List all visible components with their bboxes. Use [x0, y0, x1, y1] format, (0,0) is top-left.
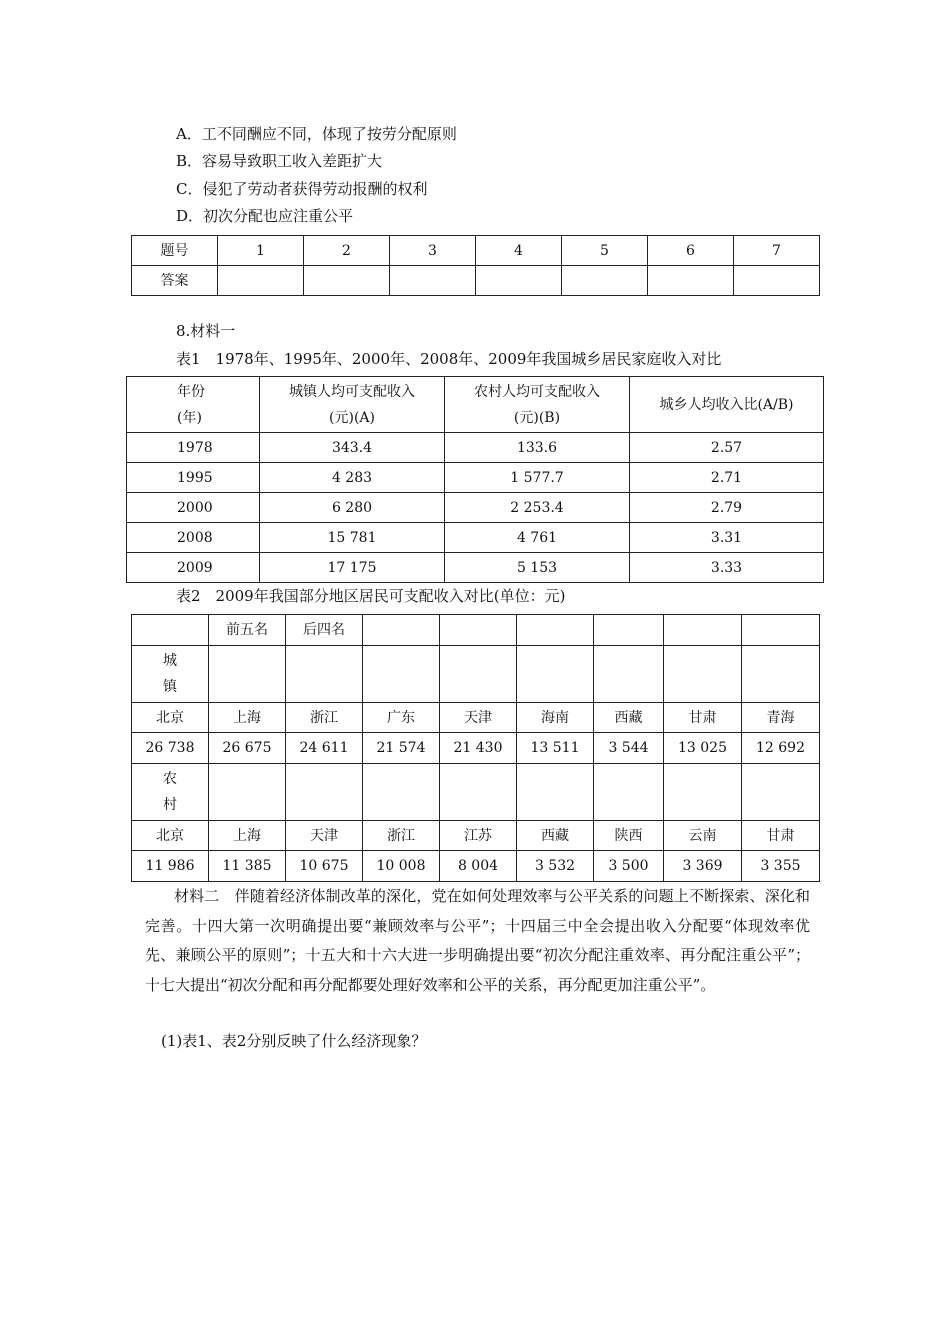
header-line: (元)(A) [329, 409, 375, 426]
table2-empty-cell [594, 615, 664, 646]
value-cell: 8 004 [440, 851, 517, 882]
table2-empty-cell [664, 764, 742, 821]
region-cell: 上海 [209, 703, 286, 733]
option-a: A．工不同酬应不同，体现了按劳分配原则 [176, 125, 457, 143]
question-number: 3 [390, 236, 476, 266]
table1-cell: 3.31 [630, 523, 824, 553]
table2-rural-regions-row [132, 821, 820, 851]
table2-urban-values-row [132, 733, 820, 764]
header-line: 城镇人均可支配收入 [289, 383, 415, 400]
table1-caption: 表1 1978年、1995年、2000年、2008年、2009年我国城乡居民家庭收入对比 [176, 350, 722, 368]
region-cell: 上海 [209, 821, 286, 851]
table1-header-rural [445, 377, 630, 433]
value-cell: 10 675 [286, 851, 363, 882]
value-cell: 11 385 [209, 851, 286, 882]
region-cell: 浙江 [363, 821, 440, 851]
region-cell: 西藏 [594, 703, 664, 733]
value-cell: 11 986 [132, 851, 209, 882]
region-cell: 云南 [664, 821, 742, 851]
table2-empty-cell [440, 764, 517, 821]
answer-cell[interactable] [562, 266, 648, 296]
value-cell: 13 511 [517, 733, 594, 764]
table2-empty-cell [664, 646, 742, 703]
table1-cell: 1995 [127, 463, 260, 493]
question-number: 2 [304, 236, 390, 266]
answer-cell[interactable] [218, 266, 304, 296]
question-number: 5 [562, 236, 648, 266]
answer-table-header-label: 题号 [132, 236, 218, 266]
answer-table-answer-label: 答案 [132, 266, 218, 296]
table2-bottom-four-label: 后四名 [286, 615, 363, 646]
region-cell: 甘肃 [742, 821, 820, 851]
table1-cell: 15 781 [260, 523, 445, 553]
question-1: (1)表1、表2分别反映了什么经济现象？ [161, 1032, 427, 1050]
value-cell: 26 738 [132, 733, 209, 764]
region-cell: 江苏 [440, 821, 517, 851]
table2-empty-cell [209, 764, 286, 821]
region-cell: 海南 [517, 703, 594, 733]
table2-empty-cell [132, 615, 209, 646]
option-d: D．初次分配也应注重公平 [176, 207, 354, 225]
label-char: 镇 [163, 679, 177, 695]
header-line: (元)(B) [513, 409, 561, 426]
table2-empty-cell [742, 615, 820, 646]
table1-cell: 5 153 [445, 553, 630, 583]
table1-cell: 4 283 [260, 463, 445, 493]
table1-cell: 1978 [127, 433, 260, 463]
region-cell: 北京 [132, 821, 209, 851]
table1-row [127, 433, 824, 463]
table2-empty-cell [209, 646, 286, 703]
table1-cell: 1 577.7 [445, 463, 630, 493]
table1 [126, 376, 824, 583]
table2-empty-cell [594, 646, 664, 703]
table1-row [127, 523, 824, 553]
value-cell: 3 500 [594, 851, 664, 882]
table1-cell: 133.6 [445, 433, 630, 463]
table2-empty-cell [594, 764, 664, 821]
header-line: (年) [177, 409, 202, 426]
question-number: 4 [476, 236, 562, 266]
table2-empty-cell [517, 646, 594, 703]
region-cell: 甘肃 [664, 703, 742, 733]
table2-empty-cell [363, 646, 440, 703]
value-cell: 26 675 [209, 733, 286, 764]
value-cell: 24 611 [286, 733, 363, 764]
table1-row [127, 463, 824, 493]
region-cell: 北京 [132, 703, 209, 733]
table1-cell: 2.71 [630, 463, 824, 493]
table1-cell: 4 761 [445, 523, 630, 553]
table1-cell: 17 175 [260, 553, 445, 583]
table1-cell: 2.57 [630, 433, 824, 463]
header-line: 年份 [177, 383, 205, 400]
label-char: 农 [163, 771, 177, 787]
answer-cell[interactable] [734, 266, 820, 296]
region-cell: 浙江 [286, 703, 363, 733]
question-8-title: 8.材料一 [176, 322, 236, 340]
table1-row [127, 553, 824, 583]
table2-top-five-label: 前五名 [209, 615, 286, 646]
value-cell: 21 430 [440, 733, 517, 764]
table2-urban-label [132, 646, 209, 703]
region-cell: 天津 [286, 821, 363, 851]
region-cell: 青海 [742, 703, 820, 733]
table2-rural-values-row [132, 851, 820, 882]
table2-caption: 表2 2009年我国部分地区居民可支配收入对比(单位：元) [176, 587, 566, 605]
answer-cell[interactable] [390, 266, 476, 296]
table2-empty-cell [517, 764, 594, 821]
region-cell: 天津 [440, 703, 517, 733]
region-cell: 西藏 [517, 821, 594, 851]
table1-cell: 6 280 [260, 493, 445, 523]
value-cell: 10 008 [363, 851, 440, 882]
label-char: 村 [163, 797, 177, 813]
answer-cell[interactable] [304, 266, 390, 296]
answer-cell[interactable] [648, 266, 734, 296]
table1-header-ratio [630, 377, 824, 433]
table1-cell: 2009 [127, 553, 260, 583]
header-line: 农村人均可支配收入 [474, 383, 600, 400]
option-c: C．侵犯了劳动者获得劳动报酬的权利 [176, 180, 428, 198]
region-cell: 陕西 [594, 821, 664, 851]
region-cell: 广东 [363, 703, 440, 733]
table2-urban-regions-row [132, 703, 820, 733]
table2-empty-cell [286, 646, 363, 703]
value-cell: 3 355 [742, 851, 820, 882]
header-line: 城乡人均收入比(A/B) [659, 396, 794, 413]
table2-empty-cell [440, 615, 517, 646]
table1-row [127, 493, 824, 523]
table1-header-urban [260, 377, 445, 433]
question-number: 1 [218, 236, 304, 266]
table2-empty-cell [664, 615, 742, 646]
table2-rural-label [132, 764, 209, 821]
table1-cell: 2000 [127, 493, 260, 523]
value-cell: 13 025 [664, 733, 742, 764]
table1-cell: 2.79 [630, 493, 824, 523]
table2 [131, 614, 820, 882]
label-char: 城 [163, 653, 177, 669]
value-cell: 3 532 [517, 851, 594, 882]
table1-cell: 3.33 [630, 553, 824, 583]
table1-cell: 343.4 [260, 433, 445, 463]
value-cell: 12 692 [742, 733, 820, 764]
value-cell: 3 369 [664, 851, 742, 882]
value-cell: 3 544 [594, 733, 664, 764]
question-number: 6 [648, 236, 734, 266]
table2-empty-cell [742, 646, 820, 703]
table2-empty-cell [363, 615, 440, 646]
answer-table [131, 235, 820, 296]
table2-empty-cell [363, 764, 440, 821]
table1-header-year [127, 377, 260, 433]
material-2-paragraph: 材料二 伴随着经济体制改革的深化，党在如何处理效率与公平关系的问题上不断探索、深化和完善。十四大第一次明确提出要“兼顾效率与公平”；十四届三中全会提出收入分配要“体现效率优先、兼顾公平的原则”；十五大和十六大进一步明确提出要“初次分配注重效率、再分配注重公平”；十七大提出“初次分配和再分配都要处理好效率和公平的关系，再分配更加注重公平”。 [145, 887, 810, 994]
table1-cell: 2008 [127, 523, 260, 553]
table1-cell: 2 253.4 [445, 493, 630, 523]
table2-empty-cell [517, 615, 594, 646]
table2-empty-cell [286, 764, 363, 821]
value-cell: 21 574 [363, 733, 440, 764]
table2-empty-cell [440, 646, 517, 703]
answer-cell[interactable] [476, 266, 562, 296]
question-number: 7 [734, 236, 820, 266]
table2-empty-cell [742, 764, 820, 821]
option-b: B．容易导致职工收入差距扩大 [176, 152, 383, 170]
